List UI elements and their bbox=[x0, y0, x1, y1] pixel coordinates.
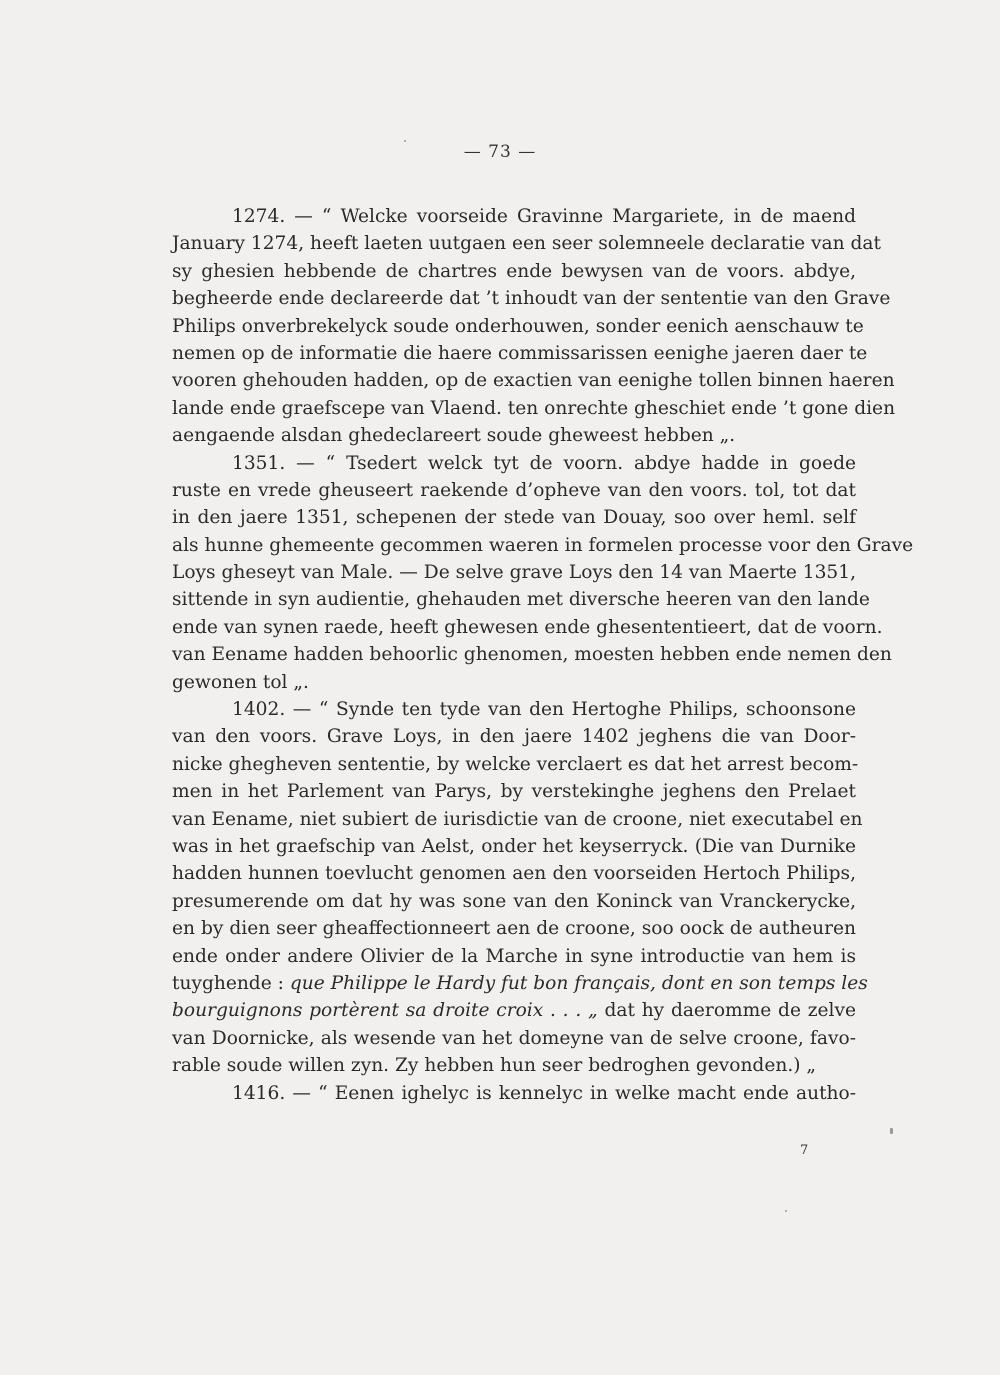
text-line: sittende in syn audientie, ghehauden met diversche heeren van den lande bbox=[172, 589, 870, 611]
text-line: Philips onverbrekelyck soude onderhouwen, sonder eenich aenschauw te bbox=[172, 315, 864, 337]
text-line: ruste en vrede gheuseert raekende d’opheve van den voors. tol, tot dat bbox=[172, 479, 856, 501]
text-line: vooren ghehouden hadden, op de exactien van eenighe tollen binnen haeren bbox=[172, 370, 895, 392]
text-line-roman: tuyghende : bbox=[172, 972, 290, 994]
page-number: — 73 — bbox=[463, 142, 537, 162]
text-line: January 1274, heeft laeten uutgaen een seer solemneele declaratie van dat bbox=[172, 233, 881, 255]
text-line: in den jaere 1351, schepenen der stede van Douay, soo over heml. self bbox=[172, 507, 856, 529]
text-line: ende van synen raede, heeft ghewesen ende ghesententieert, dat de voorn. bbox=[172, 616, 883, 638]
text-line: was in het graefschip van Aelst, onder het keyserryck. (Die van Durnike bbox=[172, 835, 856, 857]
text-line: hadden hunnen toevlucht genomen aen den voorseiden Hertoch Philips, bbox=[172, 863, 856, 885]
text-line: 1402. — “ Synde ten tyde van den Hertoghe Philips, schoonsone bbox=[232, 699, 856, 721]
text-line: nemen op de informatie die haere commissarissen eenighe jaeren daer te bbox=[172, 342, 868, 364]
text-line: 1274. — “ Welcke voorseide Gravinne Margariete, in de maend bbox=[232, 206, 856, 227]
italic-quote: bourguignons portèrent sa droite croix . . . „ bbox=[172, 1000, 598, 1022]
text-line: presumerende om dat hy was sone van den Koninck van Vranckerycke, bbox=[172, 890, 856, 912]
text-line: en by dien seer gheaffectionneert aen de croone, soo oock de autheuren bbox=[172, 918, 856, 940]
paper-speck bbox=[890, 1128, 893, 1134]
text-line: men in het Parlement van Parys, by verstekinghe jeghens den Prelaet bbox=[172, 781, 856, 803]
paper-speck bbox=[404, 140, 406, 142]
text-line: gewonen tol „. bbox=[172, 671, 309, 693]
text-line: van Eename, niet subiert de iurisdictie van de croone, niet executabel en bbox=[172, 808, 863, 830]
text-line: van Doornicke, als wesende van het domeyne van de selve croone, favo- bbox=[172, 1027, 856, 1049]
paper-speck bbox=[785, 1210, 787, 1212]
text-line: begheerde ende declareerde dat ’t inhoudt van der sententie van den Grave bbox=[172, 288, 891, 310]
text-line: nicke ghegheven sententie, by welcke verclaert es dat het arrest becom- bbox=[172, 753, 859, 775]
body-text bbox=[172, 203, 914, 1107]
text-line: ende onder andere Olivier de la Marche in syne introductie van hem is bbox=[172, 945, 856, 967]
text-line: lande ende graefscepe van Vlaend. ten onrechte gheschiet ende ’t gone dien bbox=[172, 397, 896, 419]
text-line: rable soude willen zyn. Zy hebben hun seer bedroghen gevonden.) „ bbox=[172, 1055, 817, 1077]
text-line: van Eename hadden behoorlic ghenomen, moesten hebben ende nemen den bbox=[172, 644, 892, 666]
italic-quote: que Philippe le Hardy fut bon français, dont en son temps les bbox=[289, 972, 868, 994]
text-line: als hunne ghemeente gecommen waeren in formelen processe voor den Grave bbox=[172, 534, 914, 556]
text-line: 1351. — “ Tsedert welck tyt de voorn. abdye hadde in goede bbox=[232, 452, 856, 474]
text-line bbox=[172, 997, 856, 1024]
text-line: aengaende alsdan ghedeclareert soude gheweest hebben „. bbox=[172, 425, 736, 447]
text-line: 1416. — “ Eenen ighelyc is kennelyc in welke macht ende autho- bbox=[232, 1082, 856, 1104]
text-line: van den voors. Grave Loys, in den jaere 1402 jeghens die van Door- bbox=[172, 726, 856, 748]
text-line: sy ghesien hebbende de chartres ende bewysen van de voors. abdye, bbox=[172, 260, 856, 282]
text-line bbox=[172, 970, 868, 997]
signature-mark: 7 bbox=[800, 1143, 809, 1158]
text-line: Loys gheseyt van Male. — De selve grave Loys den 14 van Maerte 1351, bbox=[172, 562, 856, 584]
text-line-roman: dat hy daeromme de zelve bbox=[597, 1000, 856, 1022]
